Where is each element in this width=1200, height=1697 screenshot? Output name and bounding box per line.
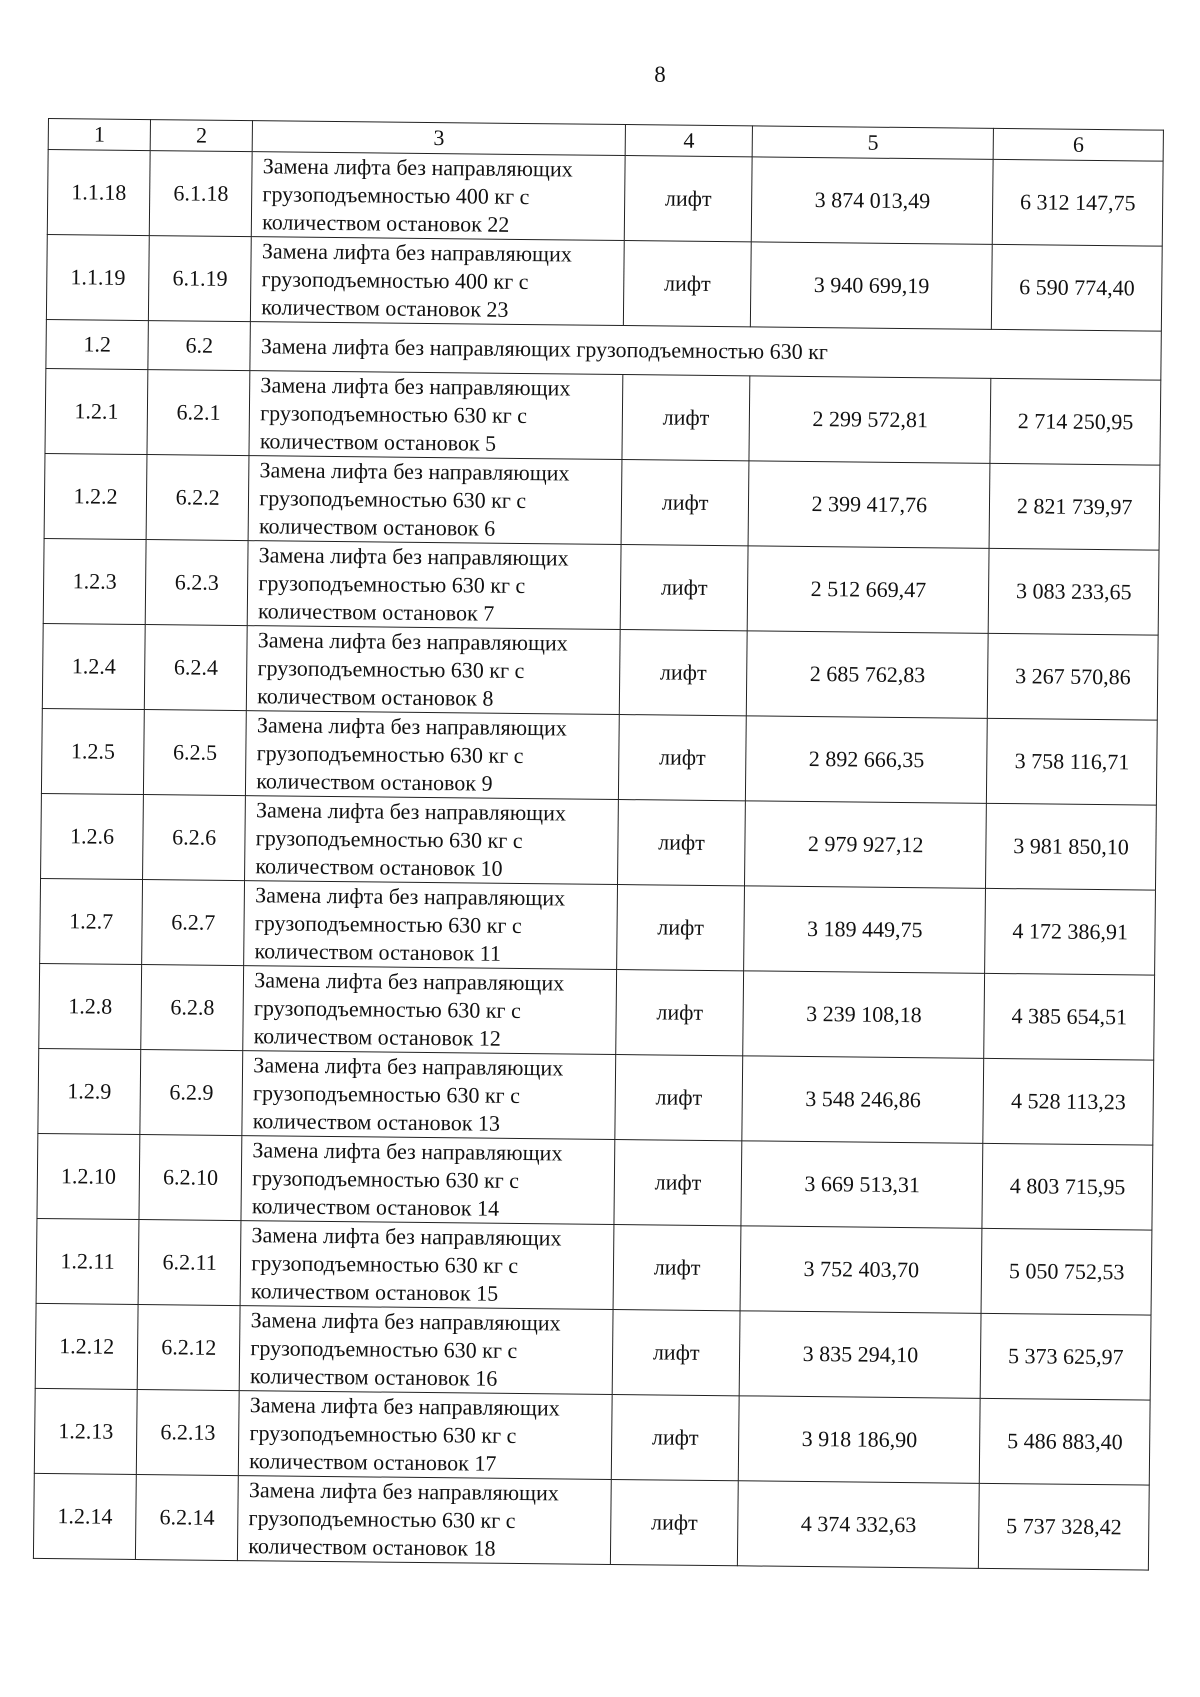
table-row (41, 793, 1157, 890)
item-number-cell: 1.2.6 (41, 793, 144, 879)
item-number-cell: 1.2.1 (45, 368, 148, 454)
item-number-cell: 1.2.3 (43, 538, 146, 624)
unit-cell: лифт (624, 156, 752, 242)
item-number-cell: 1.2.12 (35, 1303, 138, 1389)
description-line: количеством остановок 6 (258, 513, 496, 541)
description-cell (252, 152, 626, 241)
item-number-cell: 1.2.4 (42, 623, 145, 709)
description-line: Замена лифта без направляющих (250, 1307, 561, 1336)
item-number-cell: 1.2.10 (37, 1133, 140, 1219)
code-number-cell: 6.2.8 (141, 965, 244, 1051)
description-line: количеством остановок 10 (255, 853, 503, 881)
max-cost-value-cell: 5 050 752,53 (981, 1228, 1151, 1315)
code-number-cell: 6.2 (148, 321, 251, 371)
description-line: Замена лифта без направляющих (257, 627, 568, 656)
code-number-cell: 6.2.7 (142, 880, 245, 966)
unit-cell: лифт (620, 545, 748, 631)
unit-cell: лифт (613, 1224, 741, 1310)
unit-cell: лифт (611, 1394, 739, 1480)
table-row (35, 1303, 1151, 1400)
item-number-cell: 1.2.11 (36, 1218, 139, 1304)
code-number-cell: 6.1.18 (149, 151, 252, 237)
code-number-cell: 6.2.2 (146, 455, 249, 541)
cost-value-cell: 2 299 572,81 (749, 376, 991, 464)
max-cost-value-cell: 4 172 386,91 (985, 888, 1155, 975)
description-cell (241, 1136, 615, 1225)
description-line: грузоподъемностью 630 кг с (258, 570, 526, 599)
description-line: количеством остановок 7 (258, 598, 495, 626)
description-line: Замена лифта без направляющих (254, 967, 565, 996)
unit-cell: лифт (621, 460, 749, 546)
description-cell (246, 711, 620, 800)
max-cost-value-cell: 5 737 328,42 (979, 1483, 1149, 1570)
description-line: количеством остановок 14 (251, 1193, 500, 1221)
description-line: количеством остановок 23 (261, 294, 509, 322)
unit-cell: лифт (615, 1054, 743, 1140)
cost-value-cell: 3 669 513,31 (741, 1141, 983, 1229)
code-number-cell: 6.2.1 (147, 370, 250, 456)
description-line: грузоподъемностью 630 кг с (248, 1505, 516, 1533)
description-line: количеством остановок 8 (257, 683, 494, 711)
code-number-cell: 6.1.19 (149, 236, 252, 322)
description-line: Замена лифта без направляющих (248, 1477, 559, 1506)
max-cost-value-cell: 3 267 570,86 (988, 633, 1158, 720)
column-number-cell: 5 (752, 126, 994, 160)
item-number-cell: 1.2.8 (39, 963, 142, 1049)
description-line: грузоподъемностью 630 кг с (249, 1420, 517, 1448)
item-number-cell: 1.1.18 (47, 150, 150, 236)
description-line: грузоподъемностью 400 кг с (261, 266, 529, 295)
unit-cell: лифт (612, 1309, 740, 1395)
description-cell (243, 966, 617, 1055)
description-cell (248, 456, 622, 545)
unit-cell: лифт (622, 375, 750, 461)
item-number-cell: 1.2.9 (38, 1048, 141, 1134)
description-cell (249, 371, 623, 460)
item-number-cell: 1.2 (46, 319, 149, 369)
item-number-cell: 1.2.7 (40, 878, 143, 964)
group-title-cell: Замена лифта без направляющих грузоподъемностью 630 кг (250, 322, 1161, 381)
cost-value-cell: 3 239 108,18 (743, 971, 985, 1059)
cost-value-cell: 2 512 669,47 (747, 546, 989, 634)
max-cost-value-cell: 3 083 233,65 (989, 548, 1159, 635)
unit-cell: лифт (617, 885, 745, 971)
max-cost-value-cell: 4 385 654,51 (984, 973, 1154, 1060)
description-line: количеством остановок 16 (249, 1363, 498, 1391)
table-row (38, 1048, 1154, 1145)
unit-cell: лифт (623, 241, 751, 327)
table-row (41, 708, 1157, 805)
description-line: грузоподъемностью 630 кг с (259, 485, 527, 514)
cost-value-cell: 4 374 332,63 (738, 1481, 980, 1569)
description-line: грузоподъемностью 630 кг с (251, 1250, 519, 1278)
max-cost-value-cell: 5 373 625,97 (981, 1313, 1151, 1400)
description-cell (251, 237, 625, 326)
cost-value-cell: 2 892 666,35 (746, 716, 988, 804)
max-cost-value-cell: 4 528 113,23 (983, 1058, 1153, 1145)
table-row (33, 1473, 1149, 1570)
description-line: Замена лифта без направляющих (258, 542, 569, 571)
max-cost-value-cell: 6 312 147,75 (993, 159, 1163, 246)
description-line: Замена лифта без направляющих (251, 1222, 562, 1251)
description-line: Замена лифта без направляющих (261, 238, 572, 267)
table-row (34, 1388, 1150, 1485)
description-cell (239, 1306, 613, 1395)
description-line: количеством остановок 13 (252, 1108, 501, 1136)
description-cell (240, 1221, 614, 1310)
item-number-cell: 1.2.14 (33, 1473, 136, 1559)
cost-value-cell: 2 685 762,83 (746, 631, 988, 719)
description-line: Замена лифта без направляющих (249, 1392, 560, 1421)
max-cost-value-cell: 2 714 250,95 (990, 378, 1160, 465)
description-line: количеством остановок 18 (248, 1533, 496, 1561)
cost-value-cell: 3 918 186,90 (738, 1396, 980, 1484)
description-line: количеством остановок 15 (250, 1278, 499, 1306)
description-line: грузоподъемностью 630 кг с (252, 1165, 520, 1193)
description-line: грузоподъемностью 630 кг с (250, 1335, 518, 1363)
price-table (33, 118, 1164, 1571)
item-number-cell: 1.2.5 (41, 708, 144, 794)
description-line: Замена лифта без направляющих (260, 372, 571, 401)
item-number-cell: 1.2.13 (34, 1388, 137, 1474)
code-number-cell: 6.2.12 (137, 1305, 240, 1391)
max-cost-value-cell: 4 803 715,95 (982, 1143, 1152, 1230)
unit-cell: лифт (614, 1139, 742, 1225)
cost-value-cell: 3 940 699,19 (751, 242, 993, 330)
unit-cell: лифт (618, 800, 746, 886)
code-number-cell: 6.2.9 (140, 1050, 243, 1136)
cost-value-cell: 3 548 246,86 (742, 1056, 984, 1144)
cost-value-cell: 3 752 403,70 (740, 1226, 982, 1314)
column-number-cell: 3 (252, 121, 625, 156)
description-line: Замена лифта без направляющих (259, 457, 570, 486)
description-line: количеством остановок 11 (254, 938, 502, 966)
description-line: количеством остановок 22 (262, 209, 510, 237)
max-cost-value-cell: 5 486 883,40 (980, 1398, 1150, 1485)
description-line: количеством остановок 9 (256, 768, 493, 796)
description-line: грузоподъемностью 630 кг с (257, 655, 525, 684)
description-line: количеством остановок 12 (253, 1023, 502, 1051)
description-line: грузоподъемностью 630 кг с (254, 910, 522, 939)
description-line: Замена лифта без направляющих (256, 712, 567, 741)
page-number: 8 (654, 62, 666, 87)
code-number-cell: 6.2.3 (145, 540, 248, 626)
description-line: количеством остановок 17 (249, 1448, 497, 1476)
column-number-cell: 2 (150, 120, 252, 152)
code-number-cell: 6.2.10 (139, 1135, 242, 1221)
unit-cell: лифт (618, 715, 746, 801)
table-row (44, 453, 1160, 550)
description-line: грузоподъемностью 400 кг с (262, 181, 530, 210)
description-cell (245, 796, 619, 885)
cost-value-cell: 3 874 013,49 (751, 157, 993, 245)
item-number-cell: 1.1.19 (46, 234, 149, 320)
code-number-cell: 6.2.13 (136, 1390, 239, 1476)
cost-value-cell: 2 399 417,76 (748, 461, 990, 549)
max-cost-value-cell: 6 590 774,40 (992, 244, 1162, 331)
column-number-cell: 6 (994, 128, 1164, 161)
table-body (33, 119, 1163, 1571)
description-line: грузоподъемностью 630 кг с (260, 400, 528, 429)
description-line: грузоподъемностью 630 кг с (256, 740, 524, 769)
description-line: Замена лифта без направляющих (262, 153, 573, 182)
cost-value-cell: 3 189 449,75 (744, 886, 986, 974)
code-number-cell: 6.2.6 (143, 795, 246, 881)
table-row (46, 234, 1162, 331)
description-cell (238, 1476, 612, 1565)
unit-cell: лифт (610, 1479, 738, 1565)
item-number-cell: 1.2.2 (44, 453, 147, 539)
code-number-cell: 6.2.4 (144, 625, 247, 711)
unit-cell: лифт (616, 970, 744, 1056)
description-line: Замена лифта без направляющих (252, 1137, 563, 1166)
unit-cell: лифт (619, 630, 747, 716)
description-line: грузоподъемностью 630 кг с (253, 995, 521, 1023)
code-number-cell: 6.2.11 (138, 1220, 241, 1306)
code-number-cell: 6.2.14 (136, 1475, 239, 1561)
description-cell (242, 1051, 616, 1140)
cost-value-cell: 2 979 927,12 (745, 801, 987, 889)
description-line: Замена лифта без направляющих (253, 1052, 564, 1081)
description-line: количеством остановок 5 (259, 428, 497, 456)
description-line: грузоподъемностью 630 кг с (252, 1080, 521, 1108)
table-row (47, 150, 1163, 247)
cost-value-cell: 3 835 294,10 (739, 1311, 981, 1399)
table-row (36, 1218, 1152, 1315)
description-cell (247, 541, 621, 630)
max-cost-value-cell: 3 758 116,71 (987, 718, 1157, 805)
description-line: грузоподъемностью 630 кг с (255, 825, 523, 854)
code-number-cell: 6.2.5 (144, 710, 247, 796)
table-row (37, 1133, 1153, 1230)
description-cell (239, 1391, 613, 1480)
table-row (43, 538, 1159, 635)
max-cost-value-cell: 3 981 850,10 (986, 803, 1156, 890)
table-row (42, 623, 1158, 720)
table-row (39, 963, 1155, 1060)
column-number-cell: 4 (625, 125, 752, 157)
table-row (40, 878, 1156, 975)
table-row (45, 368, 1161, 465)
max-cost-value-cell: 2 821 739,97 (989, 463, 1159, 550)
description-line: Замена лифта без направляющих (255, 797, 567, 826)
column-number-cell: 1 (48, 119, 150, 151)
description-line: Замена лифта без направляющих (255, 882, 566, 911)
description-cell (244, 881, 618, 970)
description-cell (247, 626, 621, 715)
